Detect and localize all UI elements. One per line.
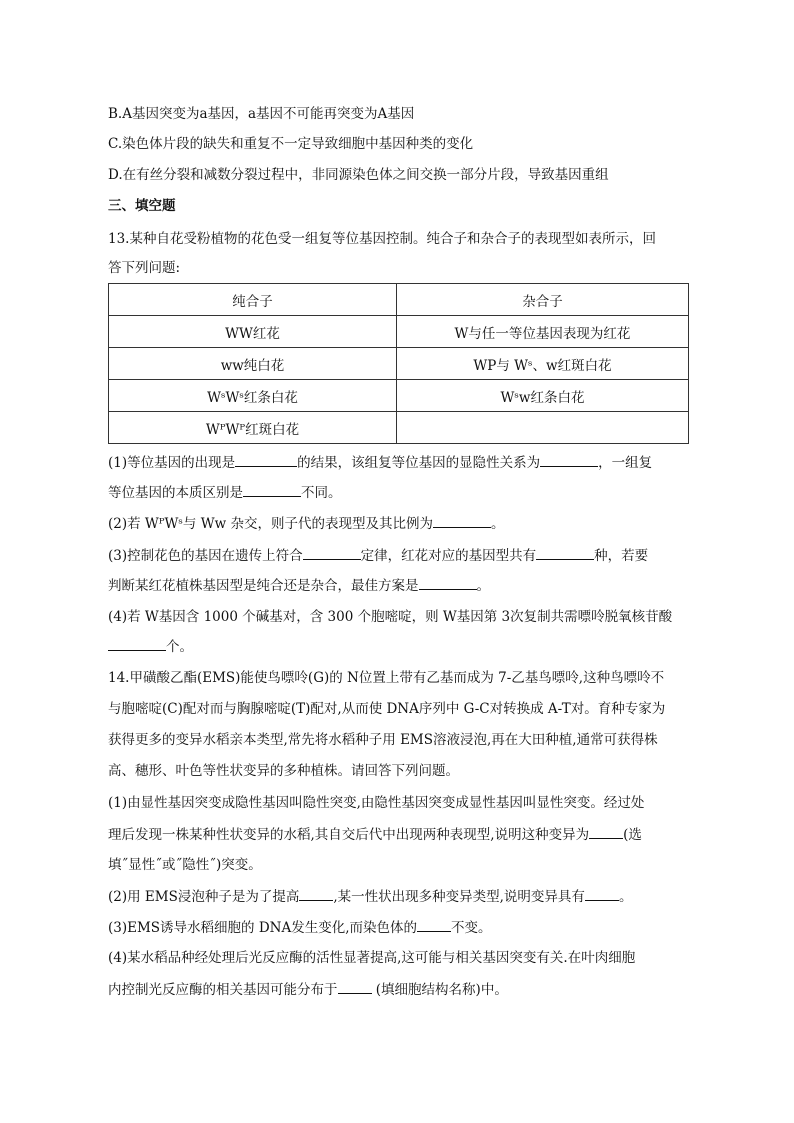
q13-stem-line-2: 答下列问题: [108,260,181,276]
option-b: B.A基因突变为a基因，a基因不可能再突变为A基因 [108,106,415,122]
answer-blank[interactable] [585,886,619,901]
answer-blank[interactable] [338,979,372,994]
q13-part-3-line-1 [108,545,648,566]
q13-part-1-line-2 [108,482,342,503]
q13-part-1-text-e: 不同。 [301,485,342,501]
q13-part-1-text-b: 的结果，该组复等位基因的显隐性关系为 [297,455,541,471]
q14-stem-line-1: 14.甲磺酸乙酯(EMS)能使鸟嘌呤(G)的 N位置上带有乙基而成为 7-乙基鸟嘌呤,这种鸟嘌呤不 [108,670,665,686]
q14-stem-line-4: 高、穗形、叶色等性状变异的多种植株。请回答下列问题。 [108,763,459,779]
answer-blank[interactable] [235,452,297,467]
q14-part-1-line-1: (1)由显性基因突变成隐性基因叫隐性突变,由隐性基因突变成显性基因叫显性突变。经过处 [108,795,645,811]
q14-part-1-line-2 [108,824,642,845]
option-c: C.染色体片段的缺失和重复不一定导致细胞中基因种类的变化 [108,136,474,152]
answer-blank[interactable] [540,452,598,467]
q13-part-1-text-d: 等位基因的本质区别是 [108,485,243,501]
q14-part-2-text-c: 。 [618,889,633,905]
table-row [109,380,689,412]
answer-blank[interactable] [589,824,623,839]
q14-part-1-text-b: 理后发现一株某种性状变异的水稻,其自交后代中出现两种表现型,说明这种变异为 [108,827,590,843]
table-row [109,348,689,380]
table-row [109,316,689,348]
genotype-table [108,283,689,444]
answer-blank[interactable] [108,636,166,651]
q14-part-3-text-b: 不变。 [451,920,492,936]
q13-part-1-text-a: (1)等位基因的出现是 [108,455,236,471]
answer-blank[interactable] [299,886,333,901]
q13-part-2-text-b: 。 [490,516,505,532]
table-cell: W与任一等位基因表现为红花 [397,316,689,348]
table-cell: WW红花 [109,316,397,348]
table-cell: Wˢw红条白花 [397,380,689,412]
q14-part-2 [108,886,632,907]
table-cell: WP与 Wˢ、w红斑白花 [397,348,689,380]
q13-part-4-line-1: (4)若 W基因含 1000 个碱基对，含 300 个胞嘧啶，则 W基因第 3次复制共需嘌呤脱氧核苷酸 [108,609,673,625]
q14-part-3-text-a: (3)EMS诱导水稻细胞的 DNA发生变化,而染色体的 [108,920,418,936]
q14-part-4-text-c: (填细胞结构名称)中。 [371,982,508,998]
q14-stem-line-3: 获得更多的变异水稻亲本类型,常先将水稻种子用 EMS溶液浸泡,再在大田种植,通常可获得株 [108,732,658,748]
q13-part-3-text-e: 。 [476,578,490,594]
q13-part-1-text-c: ，一组复 [598,455,653,471]
answer-blank[interactable] [303,545,361,560]
q13-part-4-line-2 [108,636,193,657]
answer-blank[interactable] [433,513,491,528]
answer-blank[interactable] [243,482,301,497]
q13-part-3-text-d: 判断某红花植株基因型是纯合还是杂合，最佳方案是 [108,578,419,594]
q14-stem-line-2: 与胞嘧啶(C)配对而与胸腺嘧啶(T)配对,从而使 DNA序列中 G-C对转换成 A-T对。育种专家为 [108,701,666,717]
table-header-heterozygous: 杂合子 [397,284,689,316]
q14-part-2-text-a: (2)用 EMS浸泡种子是为了提高 [108,889,300,905]
table-row [109,412,689,444]
q14-part-4-line-2 [108,979,508,1000]
table-cell: WᴾWᴾ红斑白花 [109,412,397,444]
section-title: 三、填空题 [108,198,176,214]
table-cell: WˢWˢ红条白花 [109,380,397,412]
answer-blank[interactable] [419,575,477,590]
q14-part-4-text-b: 内控制光反应酶的相关基因可能分布于 [108,982,338,998]
table-cell: ww纯白花 [109,348,397,380]
q14-part-1-line-3: 填˝显性˝或˝隐性˝)突变。 [108,857,262,873]
answer-blank[interactable] [417,917,451,932]
q14-part-4-line-1: (4)某水稻品种经处理后光反应酶的活性显著提高,这可能与相关基因突变有关.在叶肉细胞 [108,950,636,966]
answer-blank[interactable] [536,545,594,560]
table-header-row [109,284,689,316]
table-header-homozygous: 纯合子 [109,284,397,316]
table-cell [397,412,689,444]
q13-part-2 [108,513,504,534]
q13-part-3-text-b: 定律，红花对应的基因型共有 [360,548,537,564]
q13-part-3-line-2 [108,575,490,596]
q14-part-2-text-b: ,某一性状出现多种变异类型,说明变异具有 [333,889,585,905]
option-d: D.在有丝分裂和减数分裂过程中，非同源染色体之间交换一部分片段，导致基因重组 [108,167,609,183]
q13-part-3-text-c: 种，若要 [594,548,649,564]
q14-part-3 [108,917,492,938]
q13-part-2-text-a: (2)若 WᴾWˢ与 Ww 杂交，则子代的表现型及其比例为 [108,516,433,532]
q13-part-3-text-a: (3)控制花色的基因在遗传上符合 [108,548,303,564]
q14-part-1-text-c: (选 [623,827,642,843]
q13-part-4-text-b: 个。 [166,639,193,655]
q13-stem-line-1: 13.某种自花受粉植物的花色受一组复等位基因控制。纯合子和杂合子的表现型如表所示，回 [108,231,656,247]
q13-part-1-line-1 [108,452,652,473]
